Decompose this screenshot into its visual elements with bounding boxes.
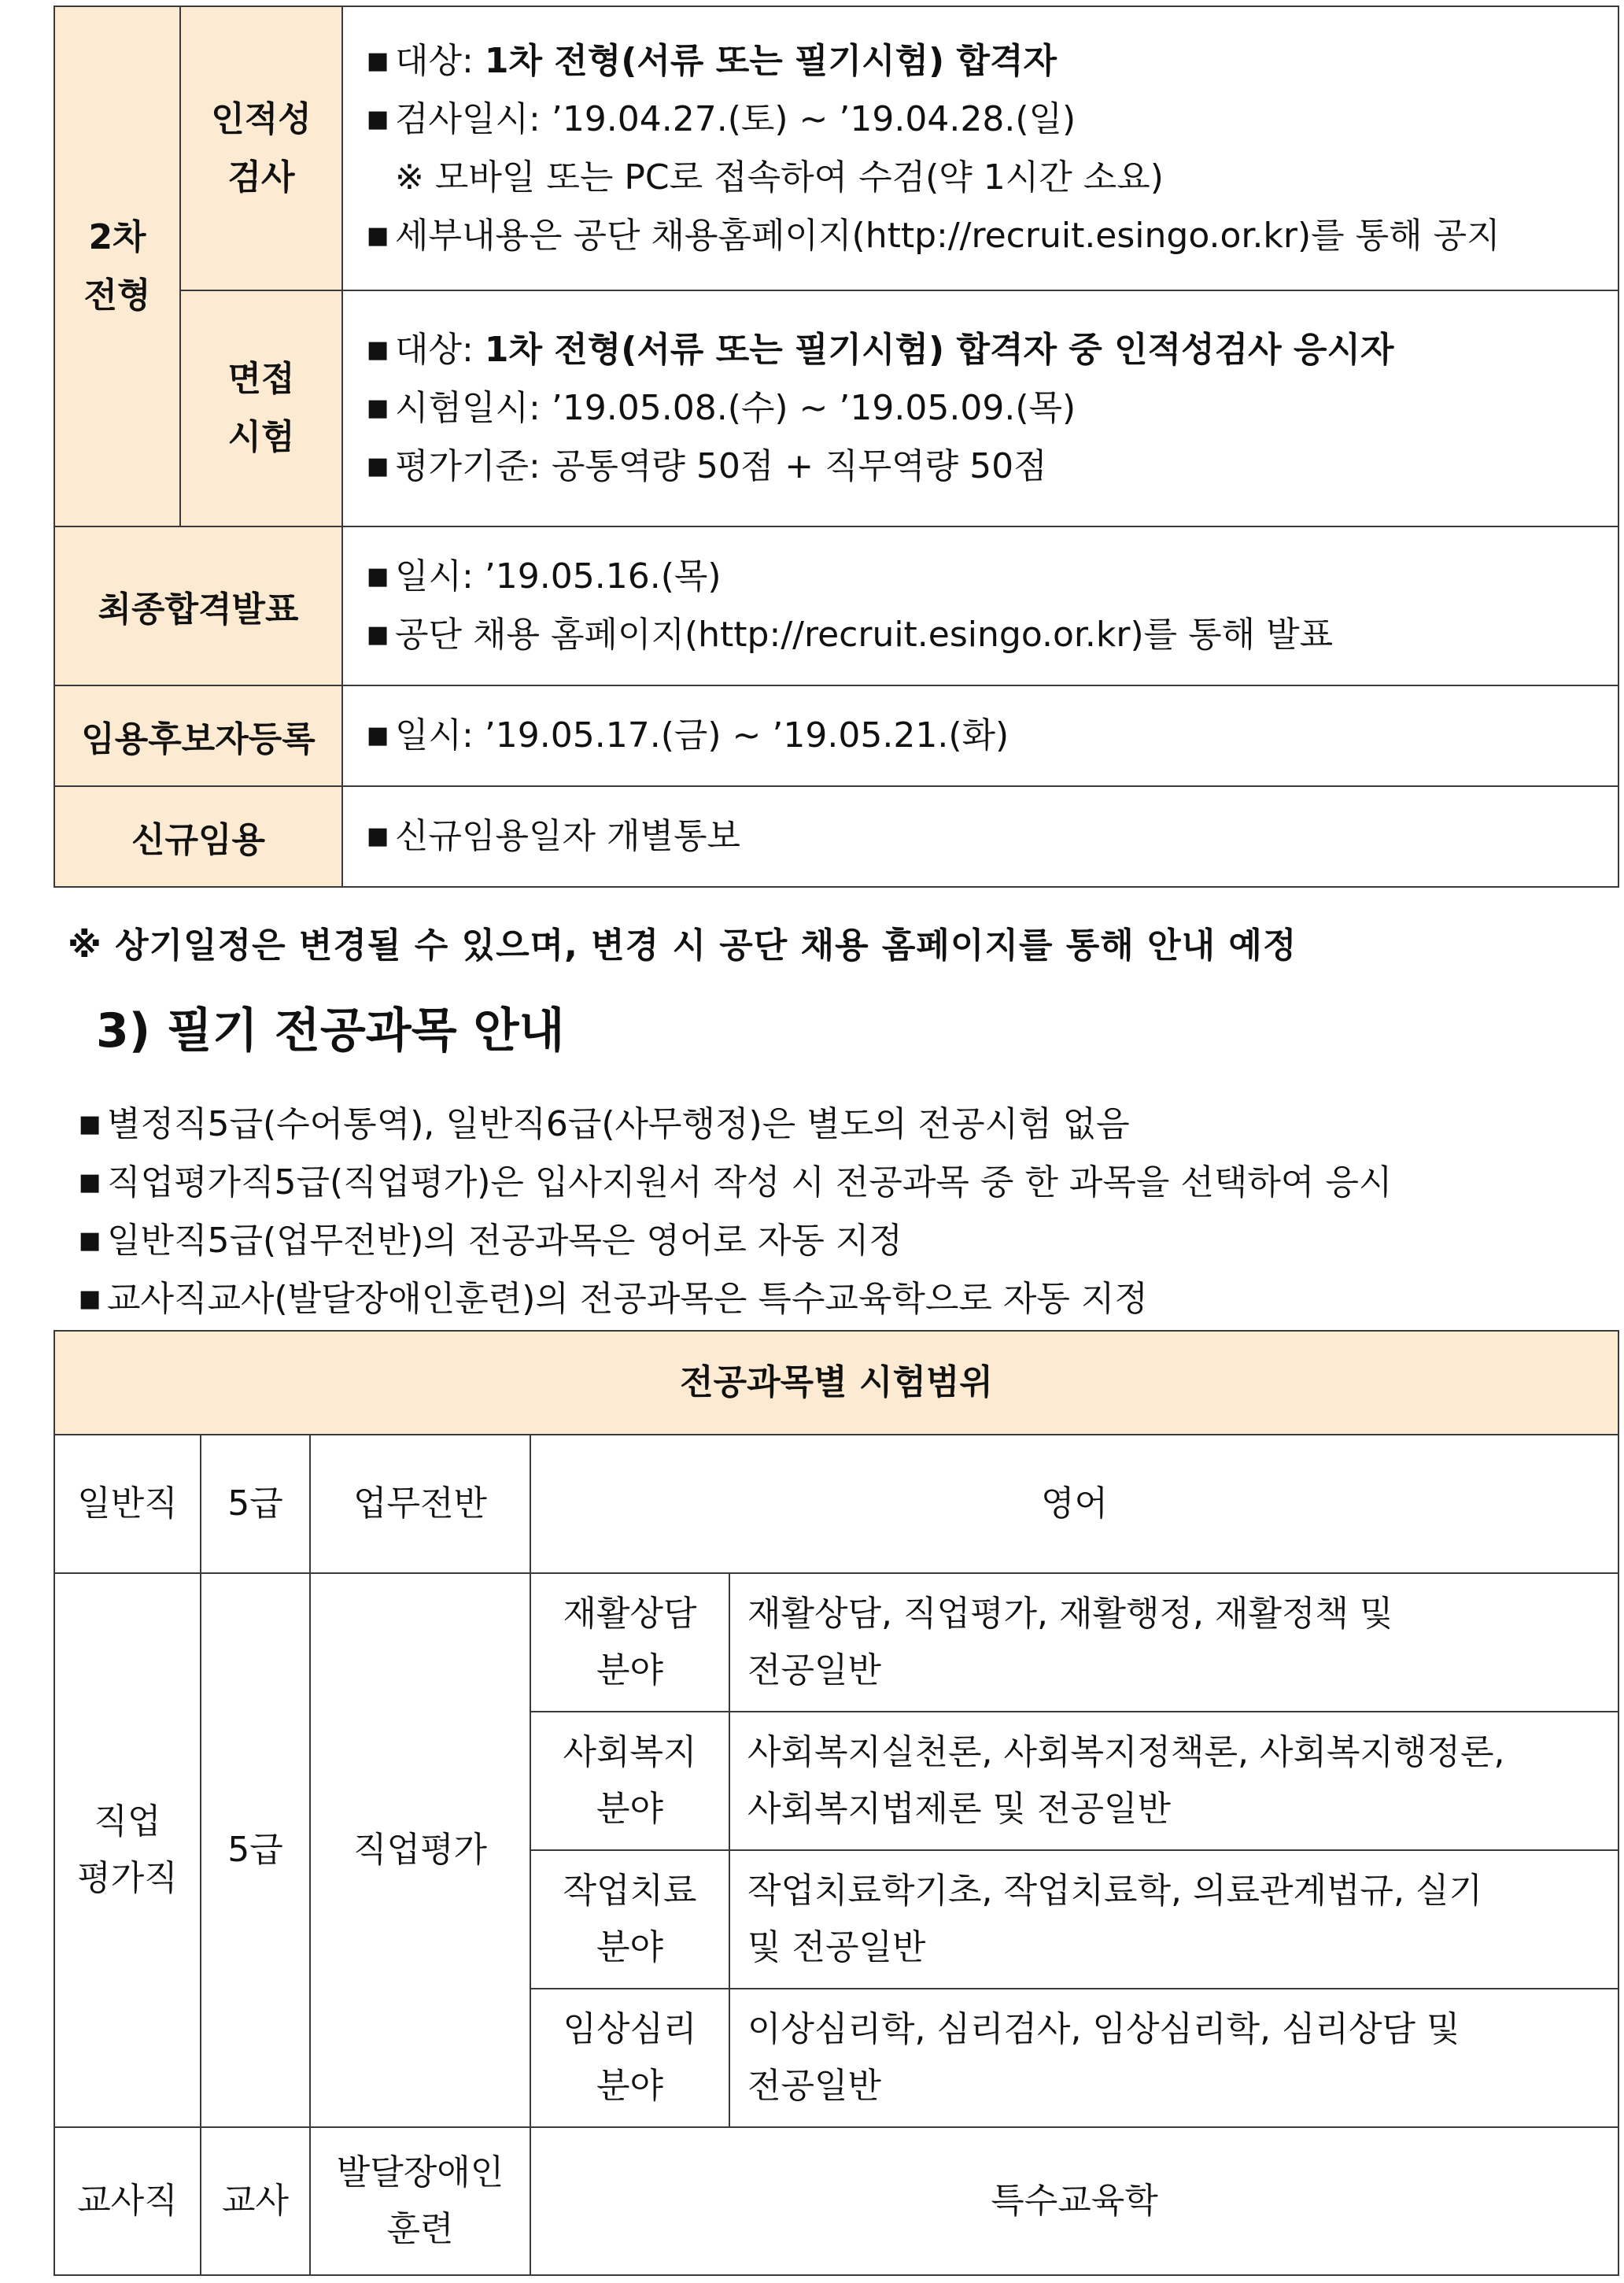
interview-date-line: ■ 시험일시: ’19.05.08.(수) ~ ’19.05.09.(목) <box>367 379 1618 438</box>
vocational-job-cell: 직업 평가직 <box>54 1573 201 2127</box>
black-square-icon: ■ <box>367 563 389 590</box>
list-item: ■ 별정직5급(수어통역), 일반직6급(사무행정)은 별도의 전공시험 없음 <box>79 1095 1392 1154</box>
aptitude-date-line: ■ 검사일시: ’19.04.27.(토) ~ ’19.04.28.(일) <box>367 91 1618 149</box>
black-square-icon: ■ <box>367 621 389 648</box>
black-square-icon: ■ <box>79 1110 102 1138</box>
register-content <box>342 685 1618 786</box>
newhire-label: 신규임용 <box>54 786 342 887</box>
black-square-icon: ■ <box>79 1285 102 1313</box>
black-square-icon: ■ <box>367 453 389 480</box>
final-label: 최종합격발표 <box>54 526 342 685</box>
black-square-icon: ■ <box>79 1169 102 1196</box>
black-square-icon: ■ <box>367 722 389 749</box>
register-label: 임용후보자등록 <box>54 685 342 786</box>
subjects-table <box>54 1330 1619 2276</box>
area-name-cell: 작업치료 분야 <box>530 1850 729 1989</box>
interview-label: 면접 시험 <box>180 290 342 526</box>
final-method-line: ■ 공단 채용 홈페이지(http://recruit.esingo.or.kr)를 통해 발표 <box>367 606 1618 664</box>
list-item: ■ 일반직5급(업무전반)의 전공과목은 영어로 자동 지정 <box>79 1212 1392 1270</box>
teacher-subject-cell: 특수교육학 <box>530 2127 1618 2275</box>
list-item: ■ 직업평가직5급(직업평가)은 입사지원서 작성 시 전공과목 중 한 과목을 선택하여 응시 <box>79 1154 1392 1212</box>
aptitude-content <box>342 6 1618 290</box>
aptitude-label: 인적성 검사 <box>180 6 342 290</box>
aptitude-note-line: ※ 모바일 또는 PC로 접속하여 수검(약 1시간 소요) <box>395 157 1164 198</box>
teacher-field-cell: 발달장애인 훈련 <box>310 2127 530 2275</box>
black-square-icon: ■ <box>367 394 389 422</box>
section-title: 3) 필기 전공과목 안내 <box>96 1003 565 1058</box>
stage2-label: 2차 전형 <box>54 6 180 526</box>
subject-guide-list <box>79 1095 1392 1328</box>
teacher-grade-cell: 교사 <box>201 2127 310 2275</box>
general-subject-cell: 영어 <box>530 1435 1618 1573</box>
area-range-cell: 이상심리학, 심리검사, 임상심리학, 심리상담 및 전공일반 <box>729 1989 1618 2127</box>
black-square-icon: ■ <box>367 336 389 364</box>
interview-criteria-line: ■ 평가기준: 공통역량 50점 + 직무역량 50점 <box>367 438 1618 496</box>
subjects-table-title: 전공과목별 시험범위 <box>54 1331 1618 1435</box>
black-square-icon: ■ <box>79 1227 102 1254</box>
newhire-line: ■ 신규임용일자 개별통보 <box>367 807 1618 866</box>
schedule-table <box>54 6 1619 888</box>
general-job-cell: 일반직 <box>54 1435 201 1573</box>
list-item: ■ 교사직교사(발달장애인훈련)의 전공과목은 특수교육학으로 자동 지정 <box>79 1270 1392 1328</box>
vocational-field-cell: 직업평가 <box>310 1573 530 2127</box>
interview-content <box>342 290 1618 526</box>
newhire-content <box>342 786 1618 887</box>
area-range-cell: 작업치료학기초, 작업치료학, 의료관계법규, 실기 및 전공일반 <box>729 1850 1618 1989</box>
interview-target-line: ■ 대상: 1차 전형(서류 또는 필기시험) 합격자 중 인적성검사 응시자 <box>367 321 1618 379</box>
vocational-grade-cell: 5급 <box>201 1573 310 2127</box>
black-square-icon: ■ <box>367 822 389 850</box>
area-name-cell: 사회복지 분야 <box>530 1712 729 1850</box>
area-range-cell: 재활상담, 직업평가, 재활행정, 재활정책 및 전공일반 <box>729 1573 1618 1712</box>
area-name-cell: 재활상담 분야 <box>530 1573 729 1712</box>
aptitude-detail-line: ■ 세부내용은 공단 채용홈페이지(http://recruit.esingo.or.kr)를 통해 공지 <box>367 207 1618 265</box>
schedule-change-notice: ※ 상기일정은 변경될 수 있으며, 변경 시 공단 채용 홈페이지를 통해 안내 예정 <box>68 925 1297 966</box>
general-field-cell: 업무전반 <box>310 1435 530 1573</box>
black-square-icon: ■ <box>367 221 389 249</box>
register-date-line: ■ 일시: ’19.05.17.(금) ~ ’19.05.21.(화) <box>367 707 1618 765</box>
final-content <box>342 526 1618 685</box>
aptitude-target-line: ■ 대상: 1차 전형(서류 또는 필기시험) 합격자 <box>367 32 1618 91</box>
teacher-job-cell: 교사직 <box>54 2127 201 2275</box>
final-date-line: ■ 일시: ’19.05.16.(목) <box>367 548 1618 606</box>
area-range-cell: 사회복지실천론, 사회복지정책론, 사회복지행정론, 사회복지법제론 및 전공일반 <box>729 1712 1618 1850</box>
black-square-icon: ■ <box>367 46 389 75</box>
general-grade-cell: 5급 <box>201 1435 310 1573</box>
black-square-icon: ■ <box>367 105 389 133</box>
area-name-cell: 임상심리 분야 <box>530 1989 729 2127</box>
